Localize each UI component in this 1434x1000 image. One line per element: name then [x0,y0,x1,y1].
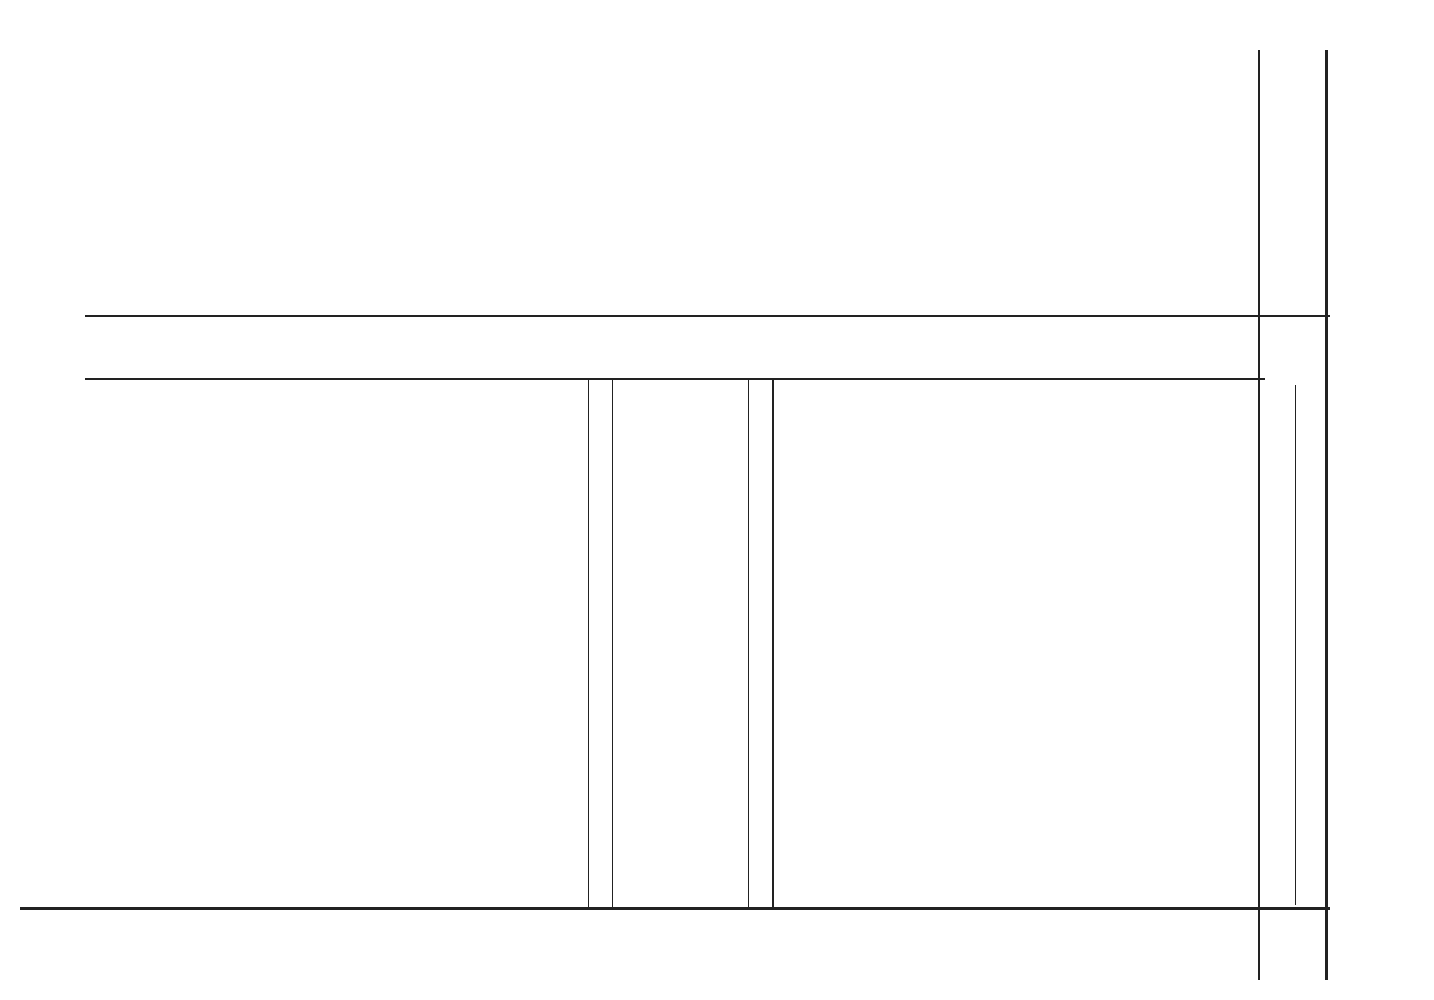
summe-i-rule-top [772,380,774,910]
summe-ii-rule-bottom [588,380,589,910]
dfg-margin-note [2,0,22,1000]
summe-i-rule-bottom [748,380,749,910]
table-top-border [1325,50,1328,980]
zahl-title-underline [1295,385,1296,905]
label-column-divider [85,315,1330,317]
header-bottom-border [1258,50,1260,980]
summe-ii-rule-top [612,380,613,910]
table-right-border [20,907,1330,910]
legend-column-divider [85,378,1265,380]
